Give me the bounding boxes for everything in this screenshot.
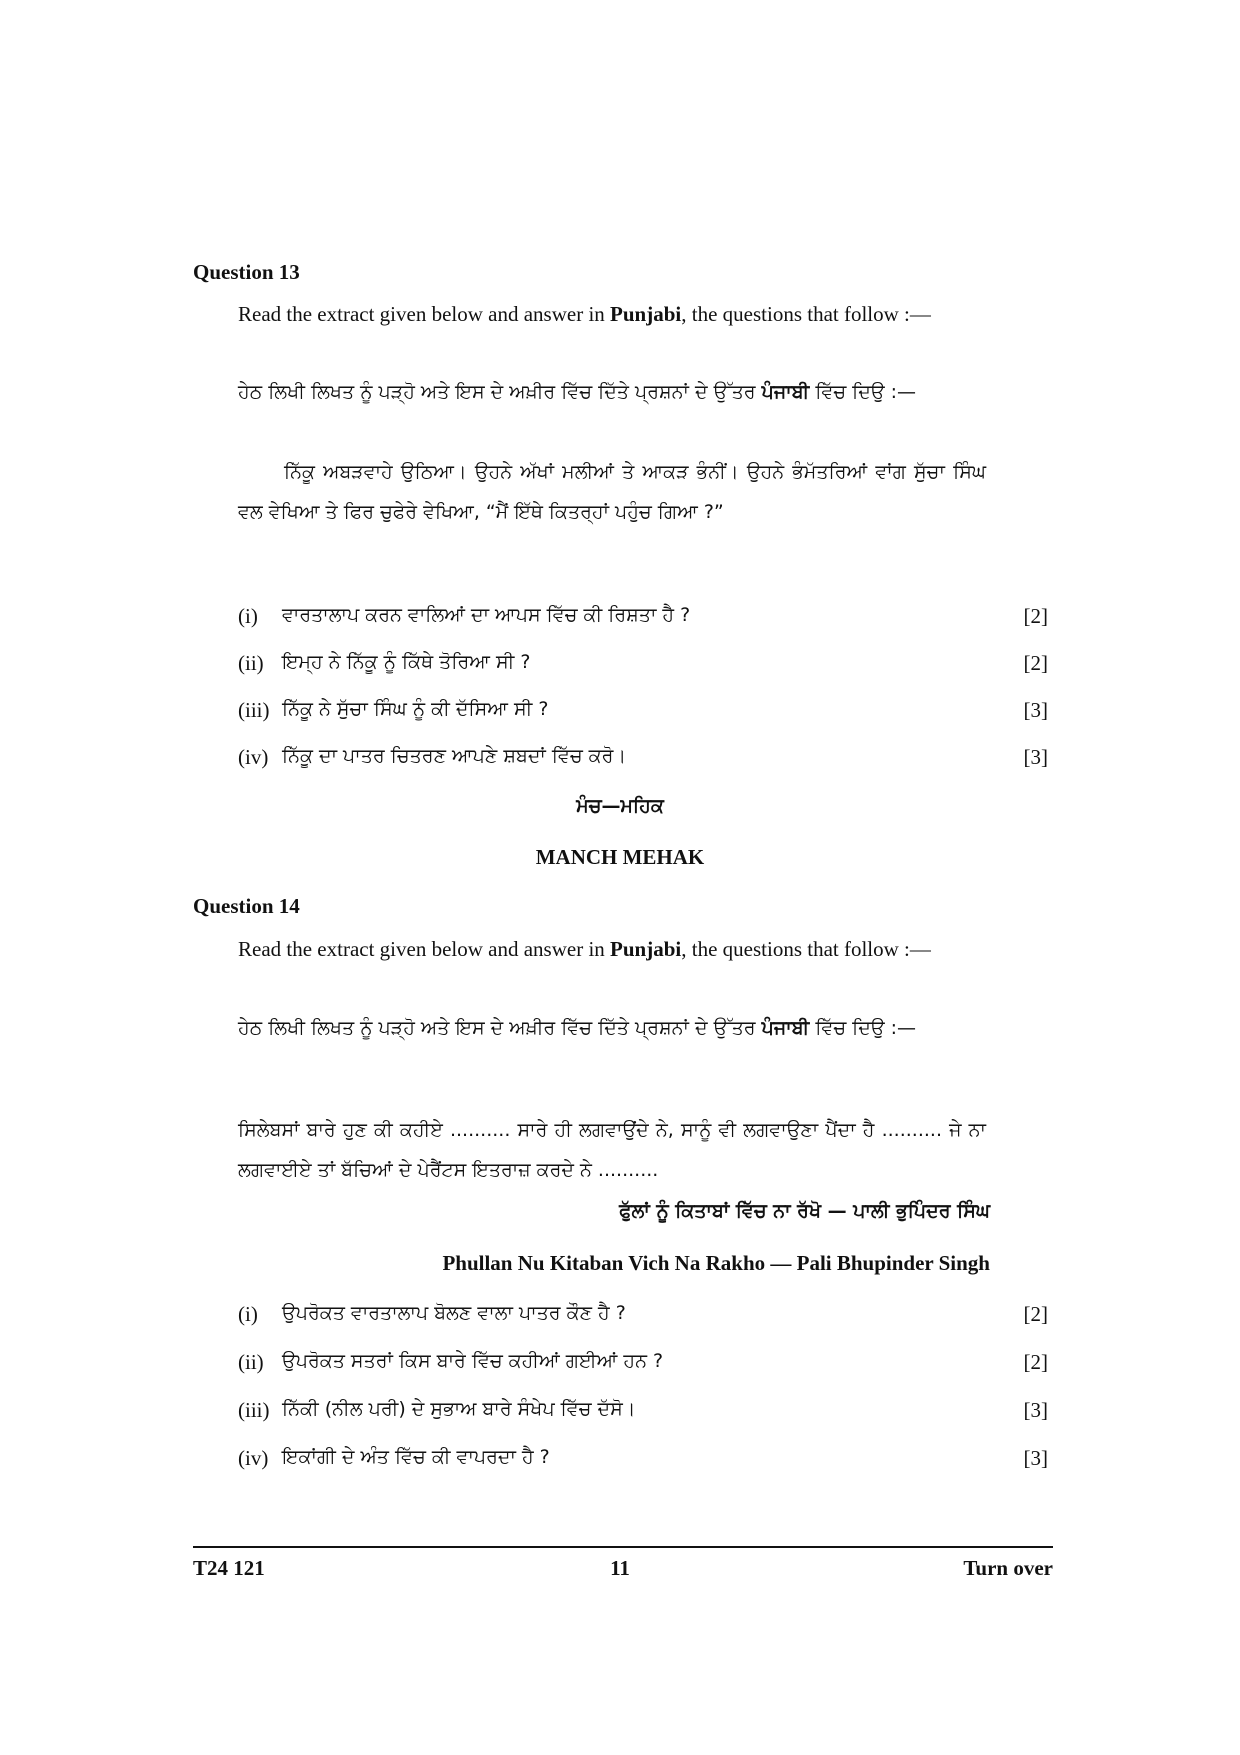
subquestion-marks: [3] <box>1023 1446 1048 1470</box>
subquestion-number: (iii) <box>238 1398 270 1422</box>
subquestion-marks: [2] <box>1023 604 1048 628</box>
q13-subquestion-i <box>238 598 1048 638</box>
subquestion-number: (ii) <box>238 651 264 675</box>
subquestion-text: ਇਮ੍ਹ ਨੇ ਨਿੱਕੂ ਨੂੰ ਕਿੱਥੇ ਤੋਰਿਆ ਸੀ ? <box>282 651 531 673</box>
subquestion-number: (i) <box>238 604 258 628</box>
q14-instruction-english: Read the extract given below and answer in Punjabi, the questions that follow :— <box>238 937 931 961</box>
subquestion-number: (iii) <box>238 698 270 722</box>
subquestion-text: ਨਿੱਕੀ (ਨੀਲ ਪਰੀ) ਦੇ ਸੁਭਾਅ ਬਾਰੇ ਸੰਖੇਪ ਵਿੱਚ ਦੱਸੋ। <box>282 1398 636 1420</box>
subquestion-marks: [3] <box>1023 698 1048 722</box>
subquestion-text: ਉਪਰੋਕਤ ਸਤਰਾਂ ਕਿਸ ਬਾਰੇ ਵਿੱਚ ਕਹੀਆਂ ਗਈਆਂ ਹਨ ? <box>282 1350 664 1372</box>
question-13-title: Question 13 <box>193 260 300 284</box>
q14-instruction-punjabi: ਹੇਠ ਲਿਖੀ ਲਿਖਤ ਨੂੰ ਪੜ੍ਹੋ ਅਤੇ ਇਸ ਦੇ ਅਖ਼ੀਰ ਵਿੱਚ ਦਿੱਤੇ ਪ੍ਰਸ਼ਨਾਂ ਦੇ ਉੱਤਰ ਪੰਜਾਬੀ ਵਿੱਚ ਦਿਉ :— <box>238 1017 917 1039</box>
subquestion-text: ਵਾਰਤਾਲਾਪ ਕਰਨ ਵਾਲਿਆਂ ਦਾ ਆਪਸ ਵਿੱਚ ਕੀ ਰਿਸ਼ਤਾ ਹੈ ? <box>282 604 691 626</box>
subquestion-number: (iv) <box>238 1446 269 1470</box>
q13-subquestion-ii <box>238 645 1048 685</box>
q14-subquestion-iv <box>238 1440 1048 1480</box>
subquestion-number: (ii) <box>238 1350 264 1374</box>
subquestion-marks: [2] <box>1023 1302 1048 1326</box>
page-number: 11 <box>610 1556 630 1580</box>
q13-instruction-english: Read the extract given below and answer in Punjabi, the questions that follow :— <box>238 302 931 326</box>
subquestion-number: (i) <box>238 1302 258 1326</box>
subquestion-text: ਇਕਾਂਗੀ ਦੇ ਅੰਤ ਵਿੱਚ ਕੀ ਵਾਪਰਦਾ ਹੈ ? <box>282 1446 550 1468</box>
q13-subquestion-iii <box>238 692 1048 732</box>
subquestion-number: (iv) <box>238 745 269 769</box>
q14-extract: ਸਿਲੇਬਸਾਂ ਬਾਰੇ ਹੁਣ ਕੀ ਕਹੀਏ .......... ਸਾਰੇ ਹੀ ਲਗਵਾਉਂਦੇ ਨੇ, ਸਾਨੂੰ ਵੀ ਲਗਵਾਉਣਾ ਪੈਂਦਾ ਹੈ .......... ਜੇ ਨਾ ਲਗਵਾਈਏ ਤਾਂ ਬੱਚਿਆਂ ਦੇ ਪੇਰੈਂਟਸ ਇਤਰਾਜ਼ ਕਰਦੇ ਨੇ .......... <box>238 1119 986 1181</box>
q14-subquestion-iii <box>238 1392 1048 1432</box>
q14-source-punjabi: ਫੁੱਲਾਂ ਨੂੰ ਕਿਤਾਬਾਂ ਵਿੱਚ ਨਾ ਰੱਖੋ — ਪਾਲੀ ਭੁਪਿੰਦਰ ਸਿੰਘ <box>619 1200 990 1222</box>
section-title-punjabi: ਮੰਚ—ਮਹਿਕ <box>576 795 664 817</box>
subquestion-marks: [3] <box>1023 1398 1048 1422</box>
q14-source-english: Phullan Nu Kitaban Vich Na Rakho — Pali Bhupinder Singh <box>442 1251 990 1275</box>
subquestion-text: ਨਿੱਕੂ ਦਾ ਪਾਤਰ ਚਿਤਰਣ ਆਪਣੇ ਸ਼ਬਦਾਂ ਵਿੱਚ ਕਰੋ। <box>282 745 627 767</box>
q14-subquestion-ii <box>238 1344 1048 1384</box>
subquestion-text: ਉਪਰੋਕਤ ਵਾਰਤਾਲਾਪ ਬੋਲਣ ਵਾਲਾ ਪਾਤਰ ਕੌਣ ਹੈ ? <box>282 1302 626 1324</box>
subquestion-text: ਨਿੱਕੂ ਨੇ ਸੁੱਚਾ ਸਿੰਘ ਨੂੰ ਕੀ ਦੱਸਿਆ ਸੀ ? <box>282 698 549 720</box>
turn-over-label: Turn over <box>963 1556 1053 1580</box>
q13-extract: ਨਿੱਕੂ ਅਬੜਵਾਹੇ ਉਠਿਆ। ਉਹਨੇ ਅੱਖਾਂ ਮਲੀਆਂ ਤੇ ਆਕੜ ਭੰਨੀਂ। ਉਹਨੇ ਭੰਮੱਤਰਿਆਂ ਵਾਂਗ ਸੁੱਚਾ ਸਿੰਘ ਵਲ ਵੇਖਿਆ ਤੇ ਫਿਰ ਚੁਫੇਰੇ ਵੇਖਿਆ, “ਮੈਂ ਇੱਥੇ ਕਿਤਰ੍ਹਾਂ ਪਹੁੰਚ ਗਿਆ ?” <box>238 461 986 523</box>
q13-subquestion-iv <box>238 739 1048 779</box>
section-title-english: MANCH MEHAK <box>535 845 705 869</box>
subquestion-marks: [2] <box>1023 1350 1048 1374</box>
subquestion-marks: [3] <box>1023 745 1048 769</box>
q13-instruction-punjabi: ਹੇਠ ਲਿਖੀ ਲਿਖਤ ਨੂੰ ਪੜ੍ਹੋ ਅਤੇ ਇਸ ਦੇ ਅਖ਼ੀਰ ਵਿੱਚ ਦਿੱਤੇ ਪ੍ਰਸ਼ਨਾਂ ਦੇ ਉੱਤਰ ਪੰਜਾਬੀ ਵਿੱਚ ਦਿਉ :— <box>238 381 917 403</box>
paper-code: T24 121 <box>193 1556 265 1580</box>
footer-divider <box>193 1546 1053 1548</box>
q14-subquestion-i <box>238 1296 1048 1336</box>
subquestion-marks: [2] <box>1023 651 1048 675</box>
question-14-title: Question 14 <box>193 894 300 918</box>
